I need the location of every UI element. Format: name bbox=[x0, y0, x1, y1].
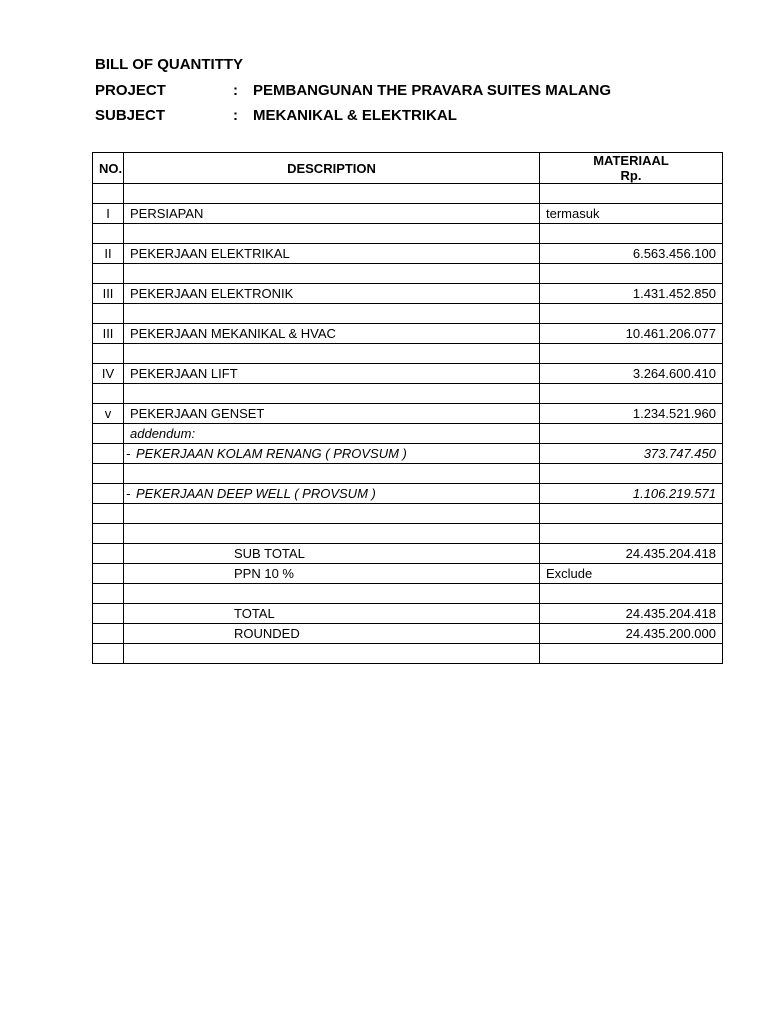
spacer-row bbox=[93, 524, 723, 544]
spacer-row bbox=[93, 384, 723, 404]
total-row bbox=[93, 604, 723, 624]
table-row bbox=[93, 364, 723, 384]
boq-table bbox=[92, 152, 723, 664]
addendum-item-description bbox=[124, 444, 540, 464]
item-no: III bbox=[93, 324, 124, 344]
col-material-title: MATERIAAL bbox=[593, 153, 669, 168]
subject-value: MEKANIKAL & ELEKTRIKAL bbox=[253, 107, 457, 124]
subject-colon: : bbox=[233, 107, 238, 124]
item-description: PEKERJAAN GENSET bbox=[124, 404, 540, 424]
table-row bbox=[93, 284, 723, 304]
table-header-row bbox=[93, 153, 723, 184]
rounded-value: 24.435.200.000 bbox=[540, 624, 723, 644]
table-row bbox=[93, 244, 723, 264]
spacer-row bbox=[93, 504, 723, 524]
bill-title: BILL OF QUANTITTY bbox=[95, 56, 244, 73]
item-no: v bbox=[93, 404, 124, 424]
addendum-item-amount: 1.106.219.571 bbox=[540, 484, 723, 504]
addendum-item-description bbox=[124, 484, 540, 504]
subtotal-value: 24.435.204.418 bbox=[540, 544, 723, 564]
subtotal-row bbox=[93, 544, 723, 564]
subtotal-label: SUB TOTAL bbox=[124, 544, 540, 564]
col-material-header bbox=[540, 153, 723, 184]
spacer-row bbox=[93, 644, 723, 664]
table-row bbox=[93, 204, 723, 224]
item-no: I bbox=[93, 204, 124, 224]
col-description-header: DESCRIPTION bbox=[124, 153, 540, 184]
project-colon: : bbox=[233, 82, 238, 99]
addendum-description-text: PEKERJAAN DEEP WELL ( PROVSUM ) bbox=[136, 486, 376, 501]
total-value: 24.435.204.418 bbox=[540, 604, 723, 624]
item-no: II bbox=[93, 244, 124, 264]
item-amount: 3.264.600.410 bbox=[540, 364, 723, 384]
subject-line bbox=[95, 107, 457, 124]
item-amount: 10.461.206.077 bbox=[540, 324, 723, 344]
item-amount: 6.563.456.100 bbox=[540, 244, 723, 264]
table-row bbox=[93, 404, 723, 424]
addendum-label: addendum: bbox=[124, 424, 540, 444]
spacer-row bbox=[93, 584, 723, 604]
subject-label: SUBJECT bbox=[95, 107, 166, 124]
addendum-item-amount: 373.747.450 bbox=[540, 444, 723, 464]
spacer-row bbox=[93, 184, 723, 204]
table-row bbox=[93, 324, 723, 344]
project-value: PEMBANGUNAN THE PRAVARA SUITES MALANG bbox=[253, 82, 612, 99]
ppn-row bbox=[93, 564, 723, 584]
item-amount: 1.234.521.960 bbox=[540, 404, 723, 424]
item-no: IV bbox=[93, 364, 124, 384]
addendum-dash: - bbox=[126, 486, 131, 501]
spacer-row bbox=[93, 304, 723, 324]
addendum-description-text: PEKERJAAN KOLAM RENANG ( PROVSUM ) bbox=[136, 446, 407, 461]
item-description: PEKERJAAN ELEKTRONIK bbox=[124, 284, 540, 304]
table-row bbox=[93, 444, 723, 464]
addendum-dash: - bbox=[126, 446, 131, 461]
spacer-row bbox=[93, 264, 723, 284]
ppn-label: PPN 10 % bbox=[124, 564, 540, 584]
spacer-row bbox=[93, 464, 723, 484]
item-description: PEKERJAAN ELEKTRIKAL bbox=[124, 244, 540, 264]
item-description: PEKERJAAN MEKANIKAL & HVAC bbox=[124, 324, 540, 344]
ppn-value: Exclude bbox=[540, 564, 723, 584]
spacer-row bbox=[93, 224, 723, 244]
item-no: III bbox=[93, 284, 124, 304]
spacer-row bbox=[93, 344, 723, 364]
item-description: PERSIAPAN bbox=[124, 204, 540, 224]
col-no-header: NO. bbox=[93, 153, 124, 184]
rounded-row bbox=[93, 624, 723, 644]
project-line bbox=[95, 82, 611, 99]
item-description: PEKERJAAN LIFT bbox=[124, 364, 540, 384]
item-amount: 1.431.452.850 bbox=[540, 284, 723, 304]
col-material-unit: Rp. bbox=[620, 168, 642, 183]
total-label: TOTAL bbox=[124, 604, 540, 624]
project-label: PROJECT bbox=[95, 82, 166, 99]
addendum-label-row bbox=[93, 424, 723, 444]
table-row bbox=[93, 484, 723, 504]
document-title bbox=[95, 56, 243, 73]
rounded-label: ROUNDED bbox=[124, 624, 540, 644]
item-amount: termasuk bbox=[540, 204, 723, 224]
